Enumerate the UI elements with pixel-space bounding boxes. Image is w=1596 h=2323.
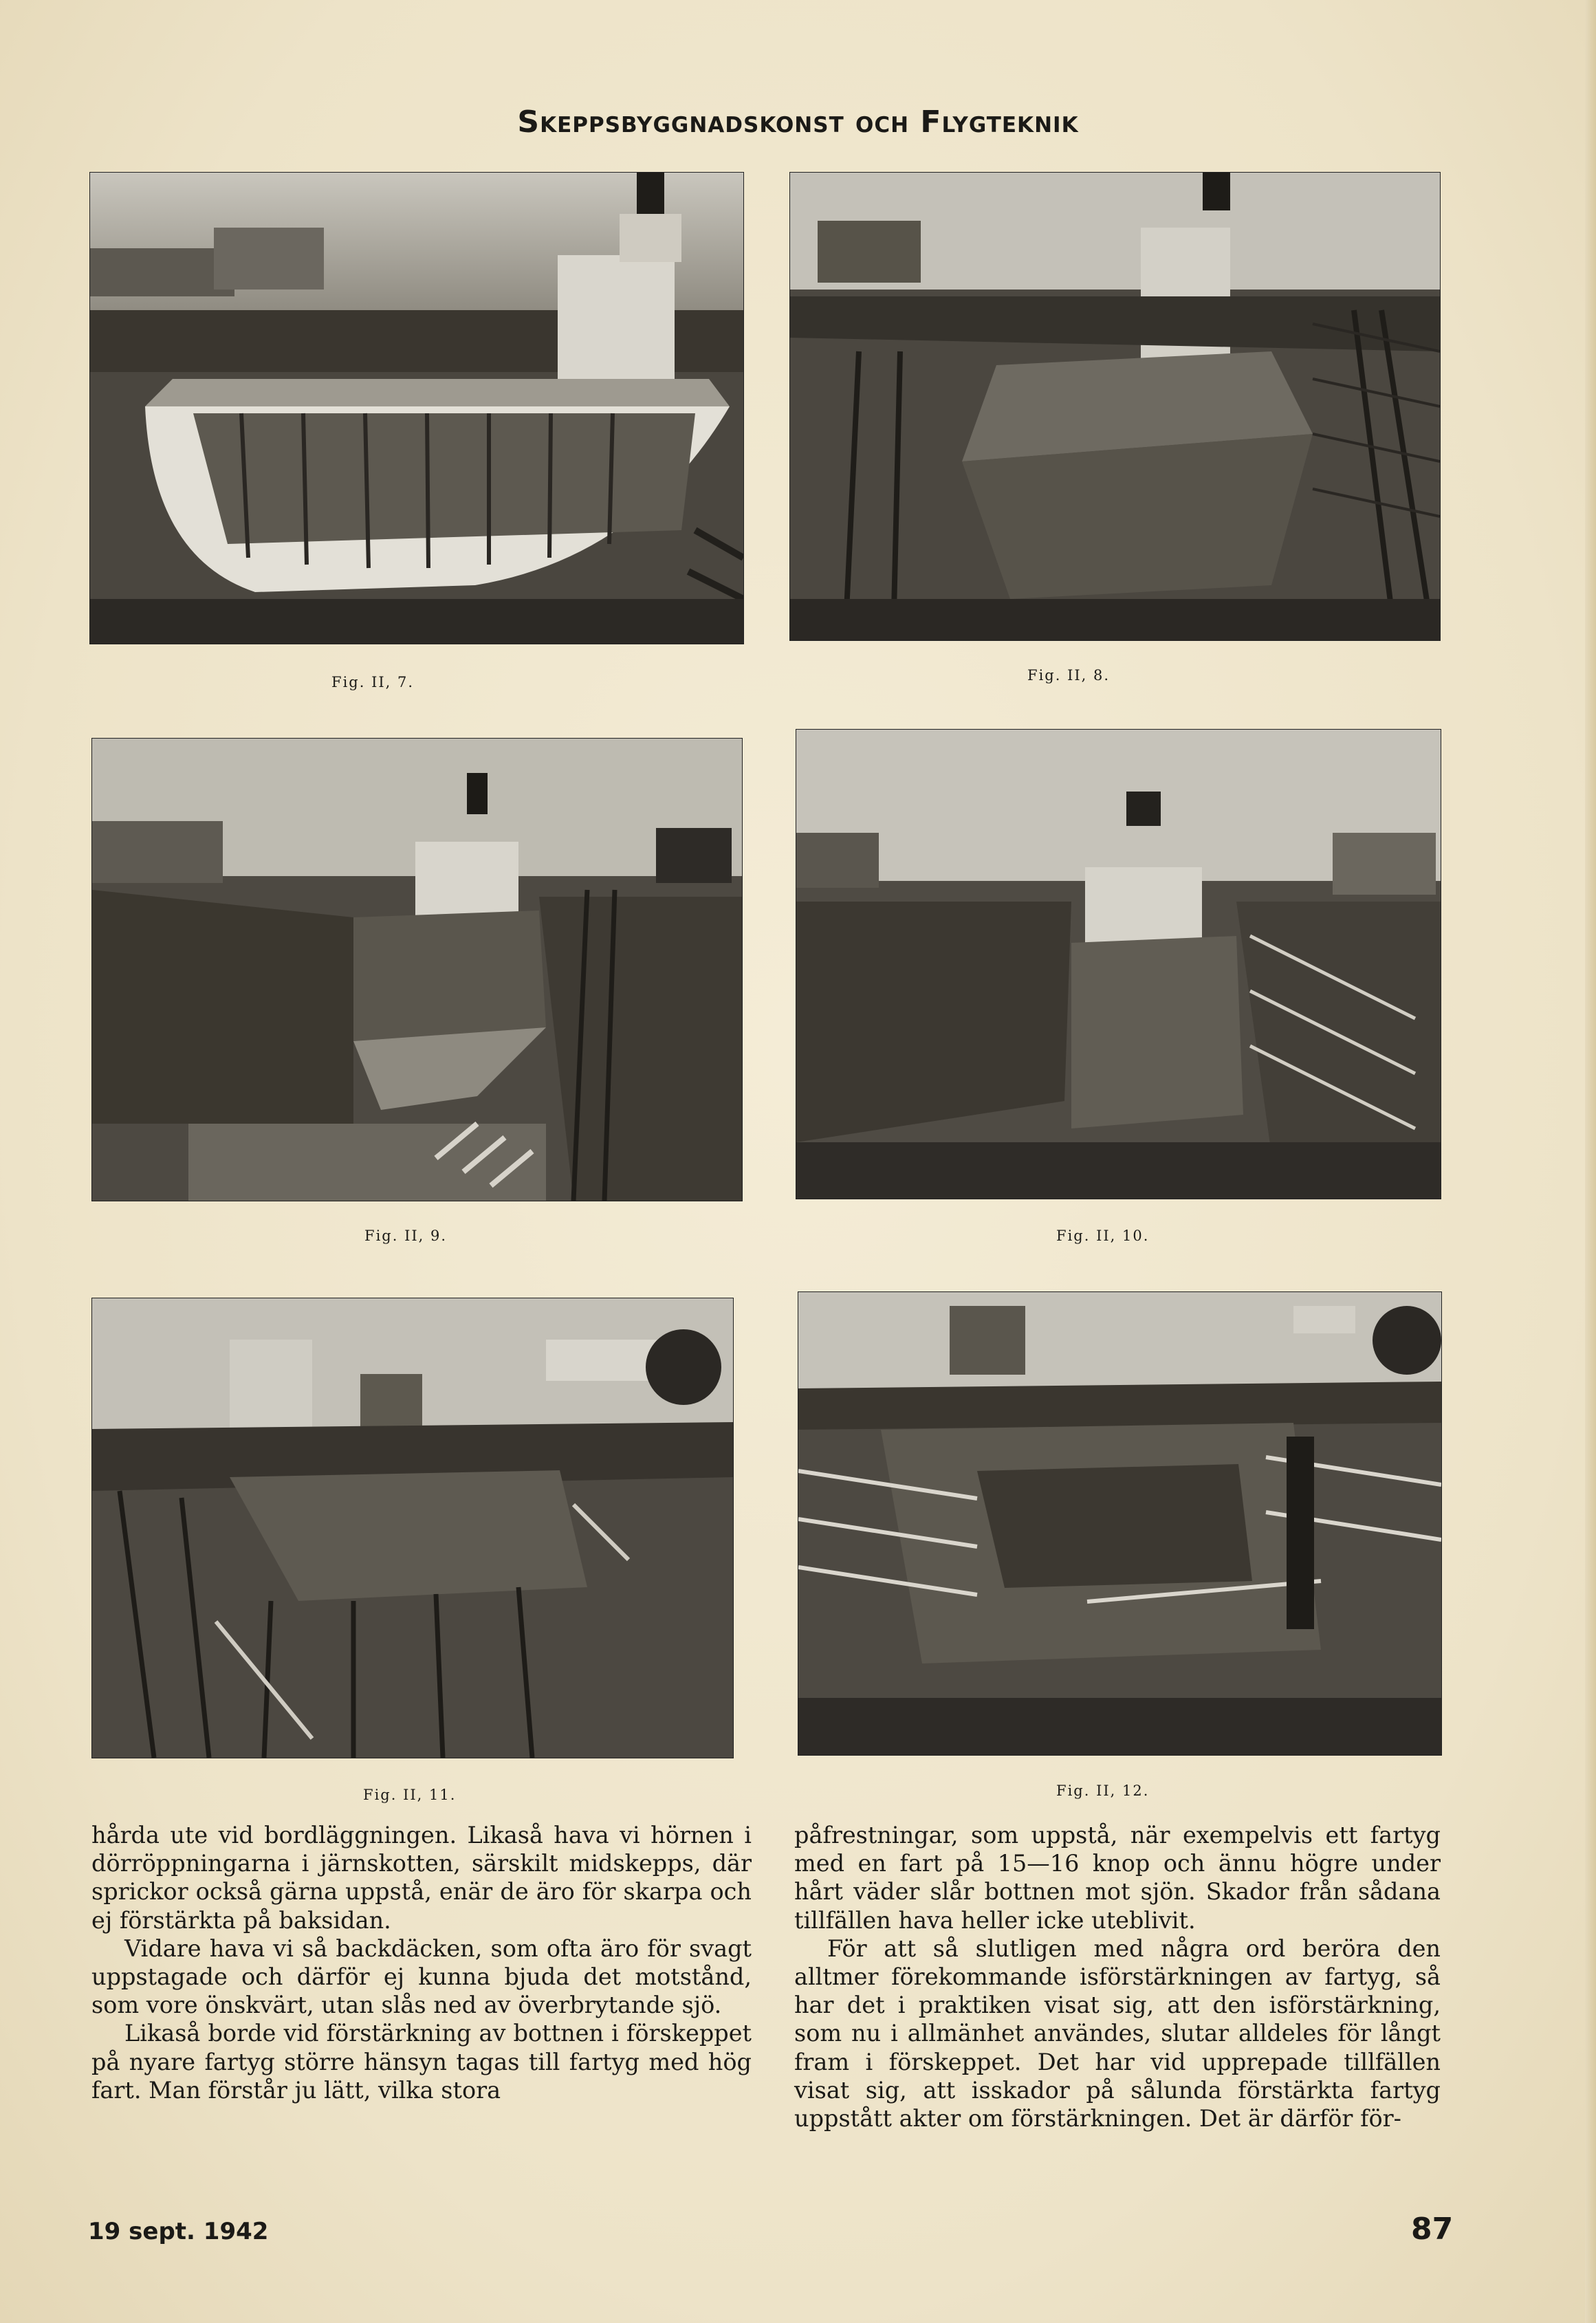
caption-fig8: Fig. II, 8. <box>1027 667 1111 684</box>
caption-fig7: Fig. II, 7. <box>331 674 415 690</box>
body-paragraph: hårda ute vid bordläggningen. Likaså hava vi hörnen i dörröppningarna i järnskotten, särskilt midskepps, där sprickor också gärna uppstå, enär de äro för skarpa och ej förstärkta på baksidan. <box>91 1822 752 1934</box>
page-header: Skeppsbyggnadskonst och Flygteknik <box>517 105 1079 140</box>
body-column-right <box>794 1821 1441 2133</box>
body-paragraph: Vidare hava vi så backdäcken, som ofta äro för svagt uppstagade och därför ej kunna bjuda det motstånd, som vore önskvärt, utan slås ned av överbrytande sjö. <box>91 1934 752 2019</box>
body-paragraph: Likaså borde vid förstärkning av bottnen i förskeppet på nyare fartyg större hänsyn tagas till fartyg med hög fart. Man förstår ju lätt, vilka stora <box>91 2020 752 2104</box>
photo-fig7 <box>89 172 744 644</box>
footer-date: 19 sept. 1942 <box>88 2218 269 2245</box>
body-paragraph: För att så slutligen med några ord beröra den alltmer förekommande isförstärkningen av fartyg, så har det i praktiken visat sig, att den isförstärkning, som nu i allmänhet användes, slutar alldeles för långt fram i förskeppet. Det har vid upprepade tillfällen visat sig, att isskador på sålunda förstärkta fartyg uppstått akter om förstärkningen. Det är därför för- <box>794 1934 1441 2133</box>
photo-fig8 <box>789 172 1441 641</box>
page-edge-shadow <box>1585 0 1596 2323</box>
body-paragraph: påfrestningar, som uppstå, när exempelvis ett fartyg med en fart på 15—16 knop och ännu högre under hårt väder slår bottnen mot sjön. Skador från sådana tillfällen hava heller icke uteblivit. <box>794 1822 1441 1934</box>
caption-fig11: Fig. II, 11. <box>363 1787 457 1803</box>
caption-fig12: Fig. II, 12. <box>1056 1782 1150 1799</box>
body-column-left <box>91 1821 752 2104</box>
photo-fig12 <box>798 1291 1442 1756</box>
caption-fig9: Fig. II, 9. <box>364 1228 448 1244</box>
photo-fig9 <box>91 738 743 1201</box>
caption-fig10: Fig. II, 10. <box>1056 1228 1150 1244</box>
photo-fig11 <box>91 1298 734 1758</box>
page-number: 87 <box>1411 2212 1454 2247</box>
photo-fig10 <box>796 729 1441 1199</box>
